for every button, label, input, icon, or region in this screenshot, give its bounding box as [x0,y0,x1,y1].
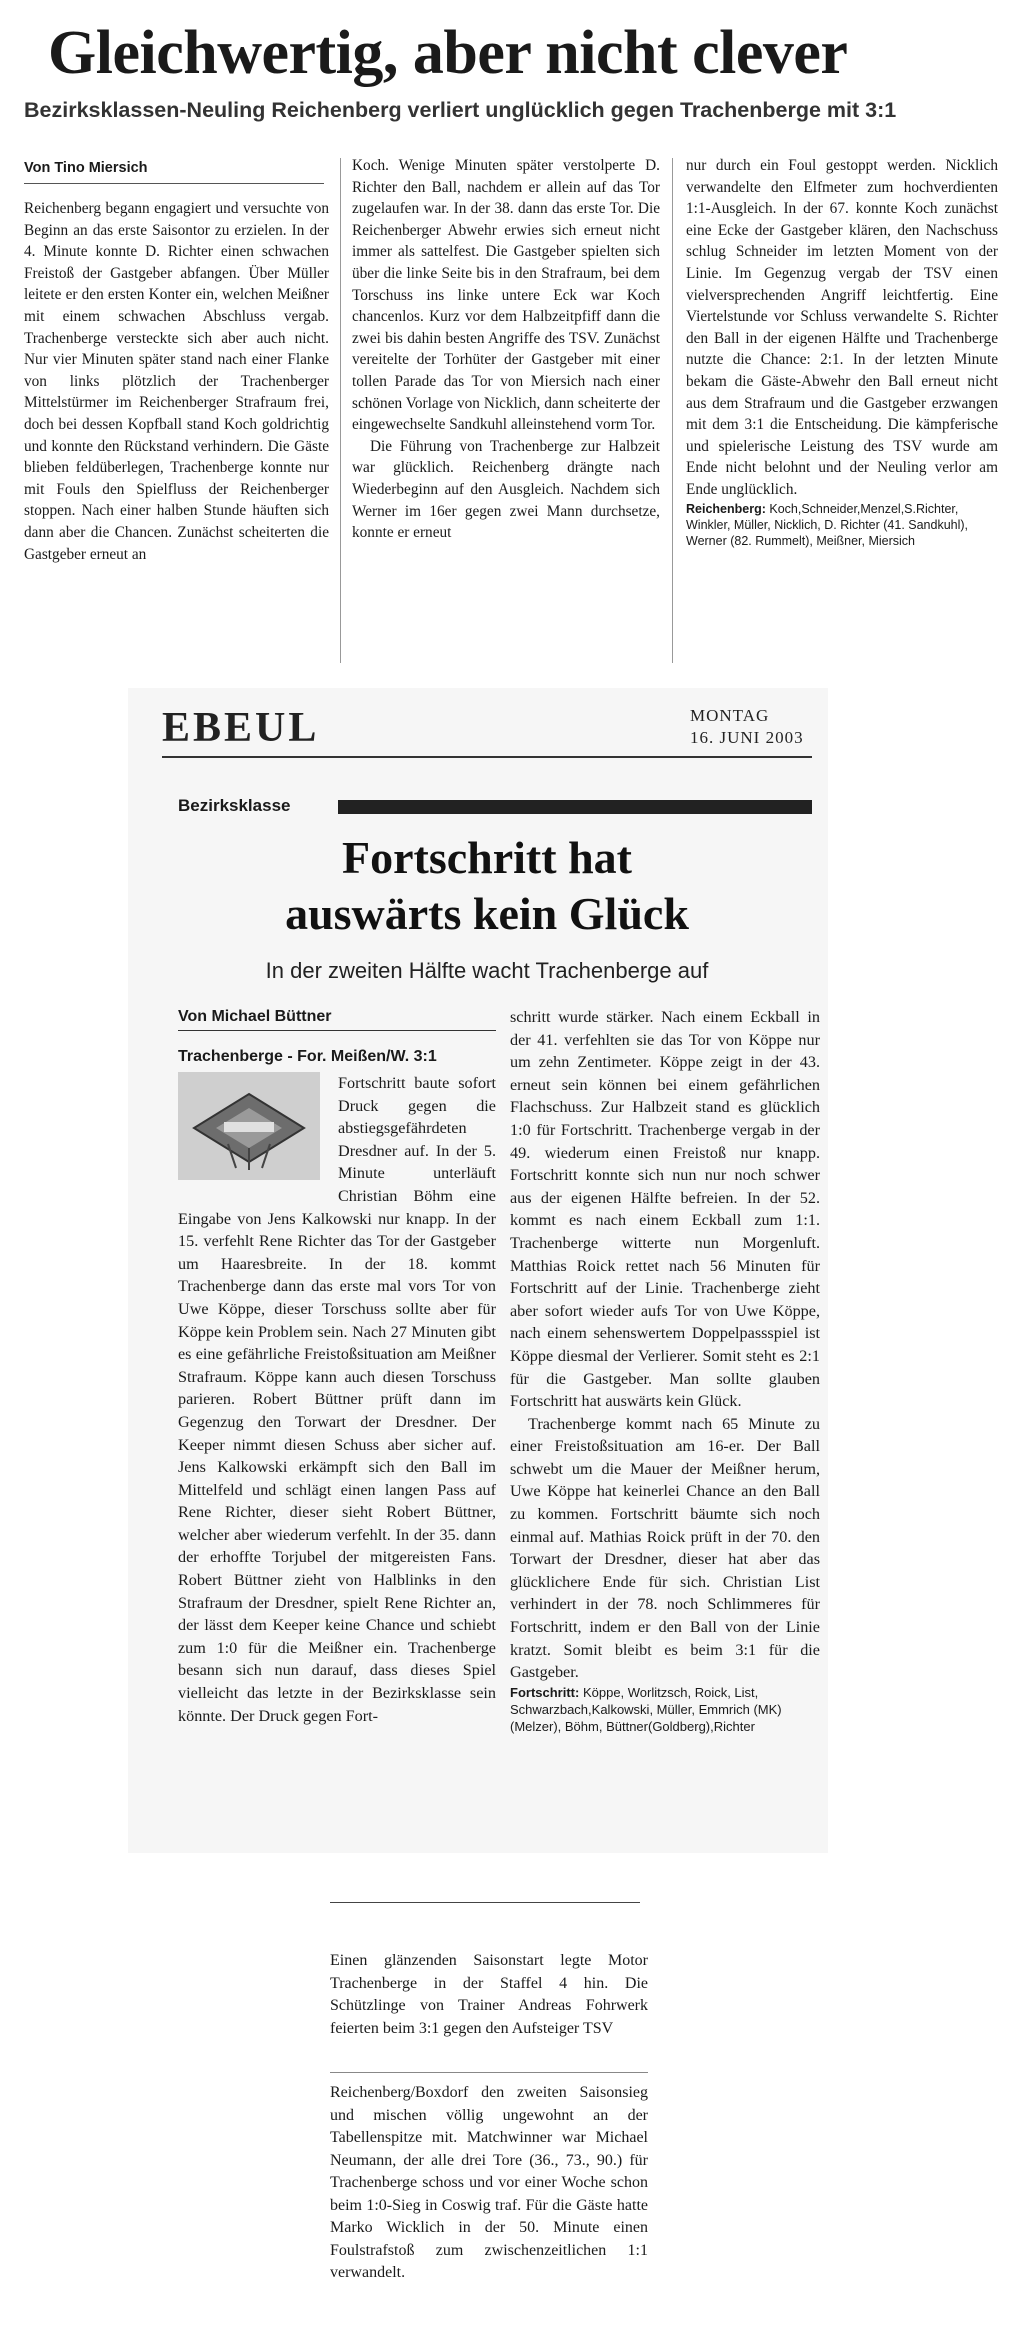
article1-col3-text: nur durch ein Foul gestoppt werden. Nicklich verwandelte den Elfmeter zum hochverdienten 1:1-Ausgleich. In der 67. konnte Koch zunächst eine Ecke der Gastgeber klären, den Nachschuss schlug Schneider im letzten Moment von der Linie. Im Gegenzug vergab der TSV einen vielversprechenden Angriff leichtfertig. Eine Viertelstunde vor Schluss verwandelte S. Richter den Ball in der eigenen Hälfte und Trachenberge nutzte die Chance: 2:1. In der letzten Minute bekam die Gäste-Abwehr den Ball erneut nicht aus dem Strafraum und die Gastgeber erzwangen mit dem 3:1 die Entscheidung. Die kämpferische und spielerische Leistung des TSV wurde am Ende nicht belohnt und der Neuling verlor am Ende unglücklich. [686,157,998,498]
article1-lineup [686,501,998,549]
match-result: Trachenberge - For. Meißen/W. 3:1 [178,1048,437,1065]
publication-date: 16. JUNI 2003 [690,728,804,747]
article2-column-1 [178,1072,496,1727]
article1-lineup-label: Reichenberg: [686,501,766,516]
article2-headline-line-1: Fortschritt hat [342,832,632,883]
article2-col2-paragraph-1: schritt wurde stärker. Nach einem Eckball in der 41. verfehlten sie das Tor von Köppe nur um zehn Zentimeter. Köppe zeigt in der 43. erneut sein können bei einem gefährlichen Flachschuss. Zur Halbzeit stand es glücklich 1:0 für Fortschritt. Trachenberge vergab in der 49. wiederum einen Freistoß nur knapp. Fortschritt konnte sich nun nur noch schwer aus der eigenen Hälfte befreien. In der 52. kommt es nach einem Eckball zum 1:1. Trachenberge witterte nun Morgenluft. Matthias Roick rettet nach 56 Minuten für Fortschritt auf der Linie. Trachenberge zieht aber sofort wieder aufs Tor von Uwe Köppe, nach einem sehenswertem Doppelpassspiel ist Köppe diesmal der Verlierer. Somit steht es 2:1 für die Gastgeber. Man sollte glauben Fortschritt hat auswärts kein Glück. [510,1008,820,1411]
article2-subtitle: In der zweiten Hälfte wacht Trachenberge auf [265,958,709,983]
header-rule [162,756,812,758]
article2-headline-line-2: auswärts kein Glück [285,888,689,939]
article2-col2-paragraph-2: Trachenberge kommt nach 65 Minute zu einer Freistoßsituation am 16-er. Der Ball schwebt um die Mauer der Meißner herum, Uwe Köppe hat keinerlei Chance an den Ball zu kommen. Fortschritt bäumte sich noch einmal auf. Mathias Roick prüft in der 70. den Torwart der Dresdner, dieser hat aber das glücklichere Ende für sich. Christian List verhindert in der 78. noch Schlimmeres für Fortschritt, indem er den Ball von der Linie kratzt. Somit bleibt es beim 3:1 für die Gastgeber. [510,1414,820,1682]
publication-weekday: MONTAG [690,706,770,725]
article2-author: Von Michael Büttner [178,1008,332,1025]
section-bar [338,800,812,814]
article3-body [330,2082,648,2285]
section-label: Bezirksklasse [178,796,291,815]
article1-col1-text: Reichenberg begann engagiert und versuchte von Beginn an das erste Saisontor zu erzielen. In der 4. Minute konnte D. Richter einen schwachen Freistoß der Gastgeber abfangen. Über Müller leitete er den ersten Konter ein, welchen Meißner mit einem schwachen Abschluss vergab. Trachenberge versteckte sich aber auch nicht. Nur vier Minuten später stand nach einer Flanke von links plötzlich der Trachenberger Mittelstürmer im Reichenberger Strafraum frei, doch bei dessen Kopfball stand Koch goldrichtig und konnte den Rückstand verhindern. Die Gäste blieben feldüberlegen, Trachenberge konnte nur mit Fouls den Spielfluss der Reichenberger stoppen. Nach einer halben Stunde häuften sich dann aber die Chancen. Zunächst scheiterten die Gastgeber erneut an [24,200,329,563]
article2-lineup [510,1684,820,1735]
article1-headline: Gleichwertig, aber nicht clever [48,19,848,87]
article2-lineup-text: Köppe, Worlitzsch, Roick, List, Schwarzbach,Kalkowski, Müller, Emmrich (MK) (Melzer), Böhm, Büttner(Goldberg),Richter [510,1684,782,1734]
article2-author-rule [178,1030,496,1031]
club-logo-image [178,1072,330,1200]
article3-intro [330,1950,648,2040]
article1-column-1 [24,198,329,565]
article1-subtitle: Bezirksklassen-Neuling Reichenberg verliert unglücklich gegen Trachenberge mit 3:1 [24,98,897,122]
article1-author-rule [24,183,324,184]
article3-divider [330,2072,648,2073]
article2-headline [162,830,812,942]
newspaper-name: EBEUL [162,705,320,751]
club-logo-icon [178,1072,320,1180]
article1-author: Von Tino Miersich [24,160,148,176]
article1-column-2 [352,155,660,544]
column-divider [672,158,673,663]
article1-col2-paragraph-1: Koch. Wenige Minuten später verstolperte D. Richter den Ball, nachdem er allein auf das Tor zugelaufen war. In der 38. dann das erste Tor. Die Reichenberger Abwehr erwies sich erneut nicht immer als sattelfest. Die Gastgeber spielten sich über die linke Seite bis in den Strafraum, bei dem Torschuss ins linke untere Eck war Koch chancenlos. Kurz vor dem Halbzeitpfiff dann die zwei bis dahin besten Angriffe des TSV. Zunächst vereitelte der Torhüter der Gastgeber mit einer tollen Parade das Tor von Miersich nach einer schönen Vorlage von Nicklich, dann scheiterte der eingewechselte Sandkuhl alleinstehend vorm Tor. [352,157,660,434]
article1-col2-paragraph-2: Die Führung von Trachenberge zur Halbzeit war glücklich. Reichenberg drängte nach Wiederbeginn auf den Ausgleich. Nachdem sich Werner im 16er gegen zwei Mann durchsetze, konnte er erneut [352,437,660,542]
article2-col1-text: Fortschritt baute sofort Druck gegen die abstiegsgefährdeten Dresdner auf. In der 5. Minute unterläuft Christian Böhm eine Eingabe von Jens Kalkowski nur knapp. In der 15. verfehlt Rene Richter das Tor der Gastgeber um Haaresbreite. In der 18. kommt Trachenberge dann das erste mal vors Tor von Uwe Köppe, dieser Torschuss sollte aber für Köppe kein Problem sein. Nach 27 Minuten gibt es eine gefährliche Freistoßsituation am Meißner Strafraum. Köppe kann auch diesen Torschuss parieren. Robert Büttner prüft dann im Gegenzug den Torwart der Dresdner. Der Keeper nimmt diesen Schuss aber sicher auf. Jens Kalkowski erkämpft sich den Ball im Mittelfeld und schlägt einen langen Pass auf Rene Richter, dieser sieht Robert Büttner, welcher aber wiederum verfehlt. In der 35. dann der erhoffte Torjubel der mitgereisten Fans. Robert Büttner zieht von Halblinks in den Strafraum der Dresdner, spielt Rene Richter an, der lässt dem Keeper keine Chance und schiebt zum 1:0 für die Meißner ein. Trachenberge besann sich nun darauf, dass dieses Spiel vielleicht das letzte in der Bezirksklasse sein könnte. Der Druck gegen Fort- [178,1074,496,1725]
article2-column-2 [510,1006,820,1735]
column-divider [340,158,341,663]
article1-lineup-text: Koch,Schneider,Menzel,S.Richter, Winkler, Müller, Nicklich, D. Richter (41. Sandkuhl), Werner (82. Rummelt), Meißner, Miersich [686,501,969,548]
article3-top-rule [330,1902,640,1903]
article3-body-text: Reichenberg/Boxdorf den zweiten Saisonsieg und mischen völlig ungewohnt an der Tabellenspitze mit. Matchwinner war Michael Neumann, der alle drei Tore (36., 73., 90.) für Trachenberge schoss und vor einer Woche schon beim 1:0-Sieg in Coswig traf. Für die Gäste hatte Marko Wicklich in der 50. Minute einen Foulstrafstoß zum zwischenzeitlichen 1:1 verwandelt. [330,2084,648,2281]
article2-lineup-label: Fortschritt: [510,1684,580,1700]
article3-intro-text: Einen glänzenden Saisonstart legte Motor Trachenberge in der Staffel 4 hin. Die Schützlinge von Trainer Andreas Fohrwerk feierten beim 3:1 gegen den Aufsteiger TSV [330,1952,648,2037]
article1-column-3 [686,155,998,549]
